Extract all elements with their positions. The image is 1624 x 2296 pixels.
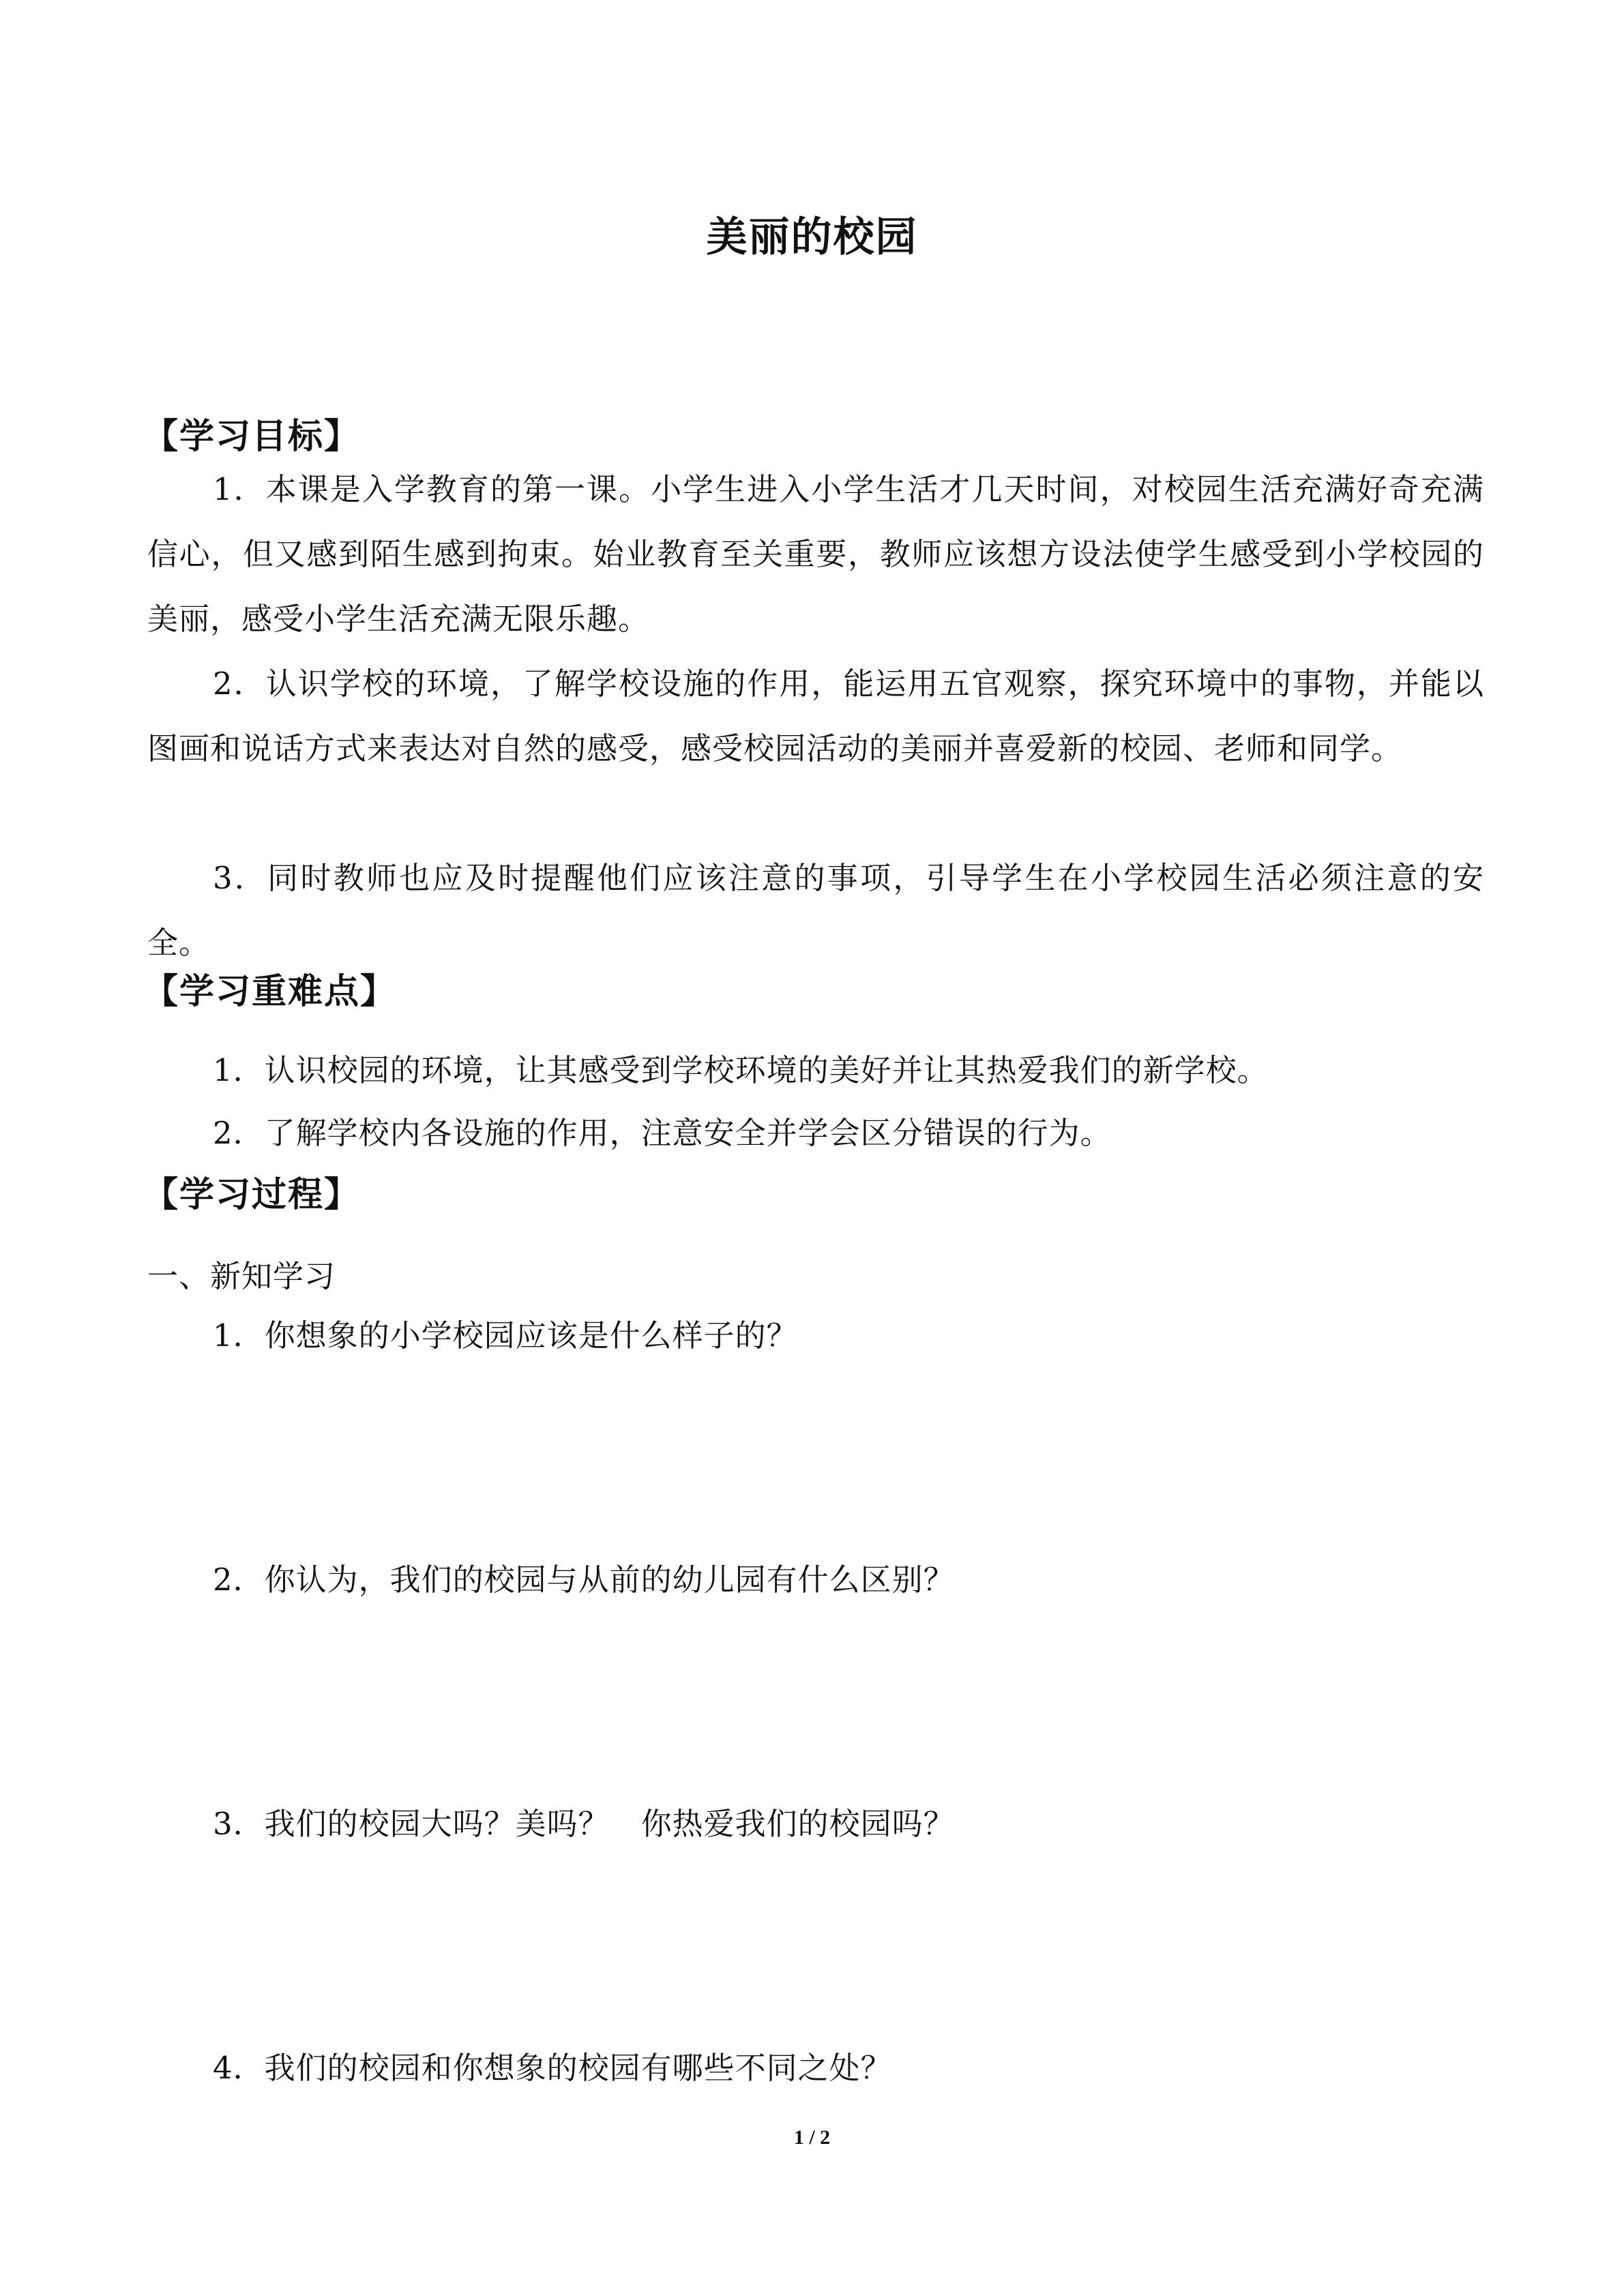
section-heading-process: 【学习过程】 [143,1174,361,1215]
goal-item-1: 1．本课是入学教育的第一课。小学生进入小学生活才几天时间，对校园生活充满好奇充满信心，但又感到陌生感到拘束。始业教育至关重要，教师应该想方设法使学生感受到小学校园的美丽，感受小学生活充满无限乐趣。 [147,471,1484,637]
section-heading-key-points: 【学习重难点】 [143,971,397,1012]
process-subheading: 一、新知学习 [147,1258,336,1294]
key-point-item-1: 1．认识校园的环境，让其感受到学校环境的美好并让其热爱我们的新学校。 [213,1052,1269,1088]
question-item-1: 1．你想象的小学校园应该是什么样子的？ [213,1317,798,1354]
section-heading-goals: 【学习目标】 [143,416,361,457]
question-item-3: 3．我们的校园大吗？美吗？ 你热爱我们的校园吗？ [213,1806,955,1842]
question-item-2: 2．你认为，我们的校园与从前的幼儿园有什么区别？ [213,1562,955,1598]
key-point-item-2: 2．了解学校内各设施的作用，注意安全并学会区分错误的行为。 [213,1115,1112,1151]
page-number: 1 / 2 [793,2126,831,2149]
document-title: 美丽的校园 [706,213,918,261]
goal-item-3: 3．同时教师也应及时提醒他们应该注意的事项，引导学生在小学校园生活必须注意的安全。 [147,860,1484,961]
question-item-4: 4．我们的校园和你想象的校园有哪些不同之处？ [213,2050,892,2086]
goal-item-2: 2．认识学校的环境，了解学校设施的作用，能运用五官观察，探究环境中的事物，并能以图画和说话方式来表达对自然的感受，感受校园活动的美丽并喜爱新的校园、老师和同学。 [147,666,1484,766]
